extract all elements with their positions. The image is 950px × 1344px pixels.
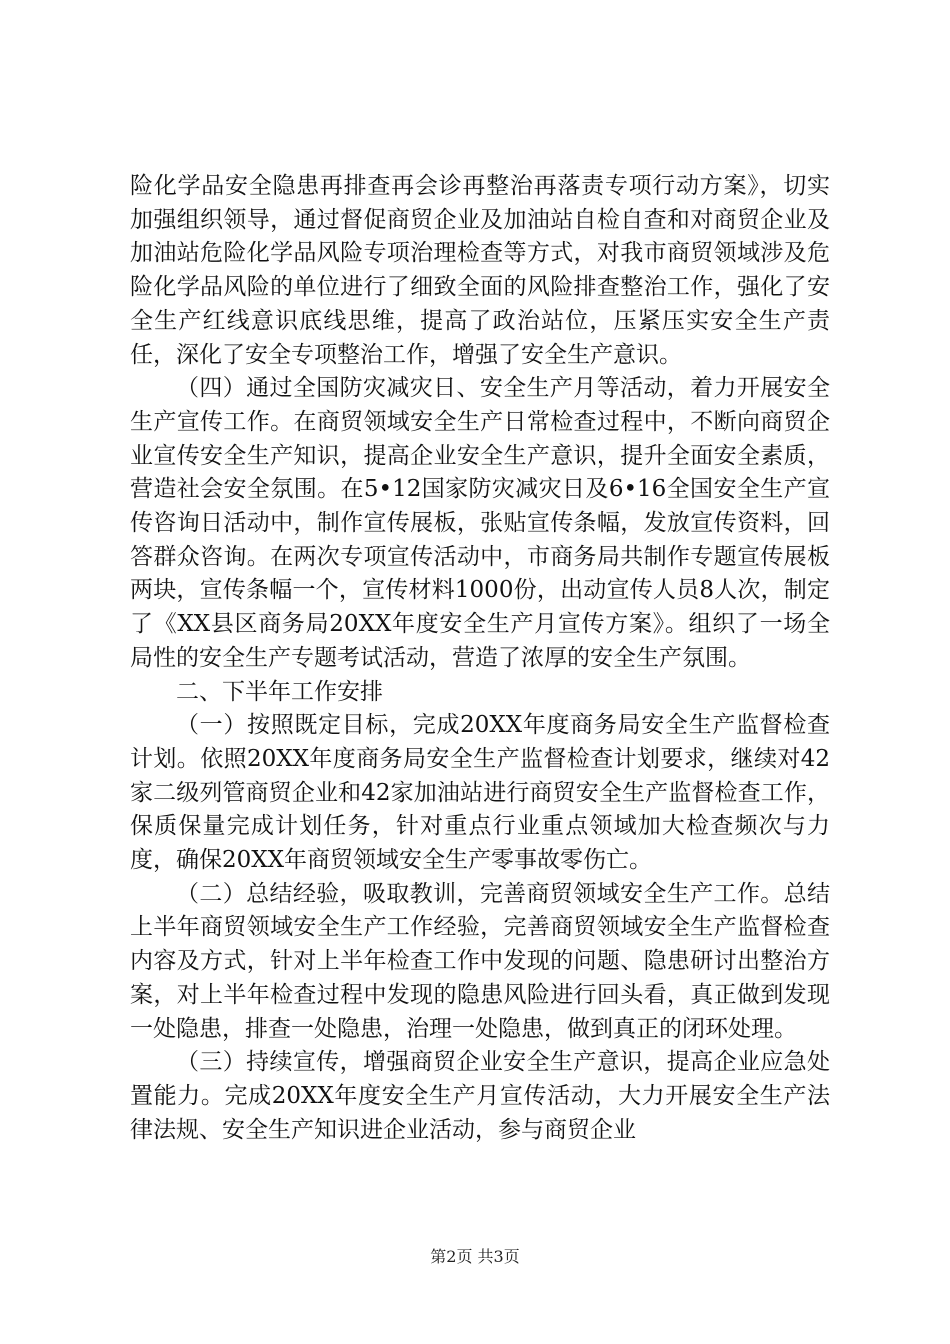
heading-second-half-plan: 二、下半年工作安排 bbox=[176, 678, 383, 705]
paragraph-plan-2: （二）总结经验，吸取教训，完善商贸领域安全生产工作。总结上半年商贸领域安全生产工作经验，完善商贸领域安全生产监督检查内容及方式，针对上半年检查工作中发现的问题、隐患研讨出整治方案，对上半年检查过程中发现的隐患风险进行回头看，真正做到发现一处隐患，排查一处隐患，治理一处隐患，做到真正的闭环处理。 bbox=[130, 880, 830, 1042]
page-number-footer: 第2页 共3页 bbox=[430, 1247, 520, 1266]
paragraph-plan-3: （三）持续宣传，增强商贸企业安全生产意识，提高企业应急处置能力。完成20XX年度安全生产月宣传活动，大力开展安全生产法律法规、安全生产知识进企业活动，参与商贸企业 bbox=[130, 1049, 830, 1143]
document-body bbox=[130, 170, 830, 1147]
paragraph-continuation: 险化学品安全隐患再排查再会诊再整治再落责专项行动方案》，切实加强组织领导，通过督促商贸企业及加油站自检自查和对商贸企业及加油站危险化学品风险专项治理检查等方式，对我市商贸领域涉及危险化学品风险的单位进行了细致全面的风险排查整治工作，强化了安全生产红线意识底线思维，提高了政治站位，压紧压实安全生产责任，深化了安全专项整治工作，增强了安全生产意识。 bbox=[130, 173, 830, 368]
paragraph-plan-1: （一）按照既定目标，完成20XX年度商务局安全生产监督检查计划。依照20XX年度商务局安全生产监督检查计划要求，继续对42家二级列管商贸企业和42家加油站进行商贸安全生产监督检查工作，保质保量完成计划任务，针对重点行业重点领域加大检查频次与力度，确保20XX年商贸领域安全生产零事故零伤亡。 bbox=[130, 712, 830, 874]
paragraph-section-4: （四）通过全国防灾减灾日、安全生产月等活动，着力开展安全生产宣传工作。在商贸领域安全生产日常检查过程中，不断向商贸企业宣传安全生产知识，提高企业安全生产意识，提升全面安全素质，营造社会安全氛围。在5•12国家防灾减灾日及6•16全国安全生产宣传咨询日活动中，制作宣传展板，张贴宣传条幅，发放宣传资料，回答群众咨询。在两次专项宣传活动中，市商务局共制作专题宣传展板两块，宣传条幅一个，宣传材料1000份，出动宣传人员8人次，制定了《XX县区商务局20XX年度安全生产月宣传方案》。组织了一场全局性的安全生产专题考试活动，营造了浓厚的安全生产氛围。 bbox=[130, 375, 830, 671]
